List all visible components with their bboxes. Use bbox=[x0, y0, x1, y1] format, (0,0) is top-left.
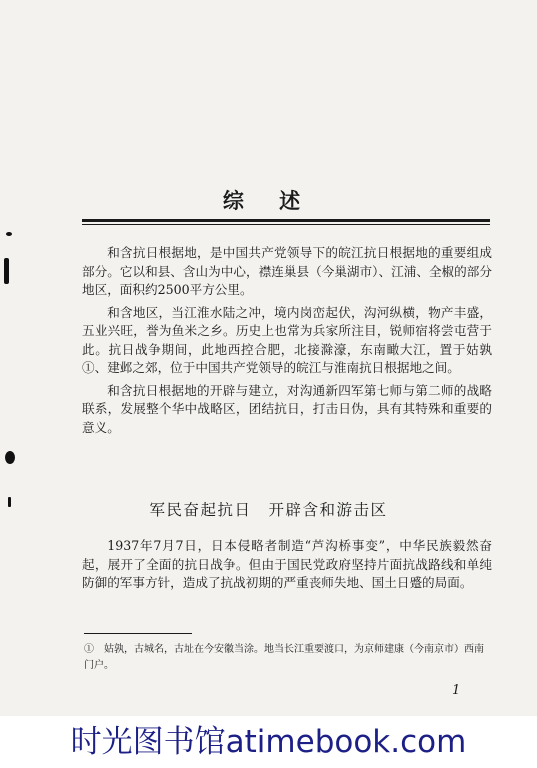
section-text bbox=[82, 537, 492, 593]
section-paragraph: 1937年7月7日，日本侵略者制造“芦沟桥事变”，中华民族毅然奋起，展开了全面的抗日战争。但由于国民党政府坚持片面抗战路线和单纯防御的军事方针，造成了抗战初期的严重丧师失地、国土日蹙的局面。 bbox=[82, 538, 492, 590]
title-rule-thin bbox=[82, 224, 490, 225]
scan-mark bbox=[8, 497, 11, 507]
title-rule-thick bbox=[82, 219, 490, 222]
intro-text bbox=[82, 244, 492, 441]
watermark-banner: 时光图书馆atimebook.com bbox=[0, 716, 537, 768]
scan-mark bbox=[5, 451, 15, 464]
footnote: ① 姑孰，古城名，古址在今安徽当涂。地当长江重要渡口，为京师建康（今南京市）西南门户。 bbox=[84, 644, 484, 671]
footnote-rule bbox=[84, 633, 192, 634]
paragraph-2: 和含地区，当江淮水陆之冲，境内岗峦起伏，沟河纵横，物产丰盛，五业兴旺，誉为鱼米之乡。历史上也常为兵家所注目，锐师宿将尝屯营于此。抗日战争期间，此地西控合肥，北接滁濠，东南瞰大江，置于姑孰①、建邺之郊，位于中国共产党领导的皖江与淮南抗日根据地之间。 bbox=[82, 304, 492, 375]
page-number: 1 bbox=[452, 683, 461, 698]
page-title: 综 述 bbox=[222, 188, 315, 213]
scan-mark bbox=[6, 232, 12, 236]
paragraph-1: 和含抗日根据地，是中国共产党领导下的皖江抗日根据地的重要组成部分。它以和县、含山为中心，襟连巢县（今巢湖市）、江浦、全椒的部分地区，面积约2500平方公里。 bbox=[82, 245, 492, 297]
paragraph-3: 和含抗日根据地的开辟与建立，对沟通新四军第七师与第二师的战略联系，发展整个华中战略区，团结抗日，打击日伪，具有其特殊和重要的意义。 bbox=[82, 382, 492, 435]
section-heading: 军民奋起抗日 开辟含和游击区 bbox=[149, 501, 388, 519]
scan-mark bbox=[4, 258, 9, 284]
